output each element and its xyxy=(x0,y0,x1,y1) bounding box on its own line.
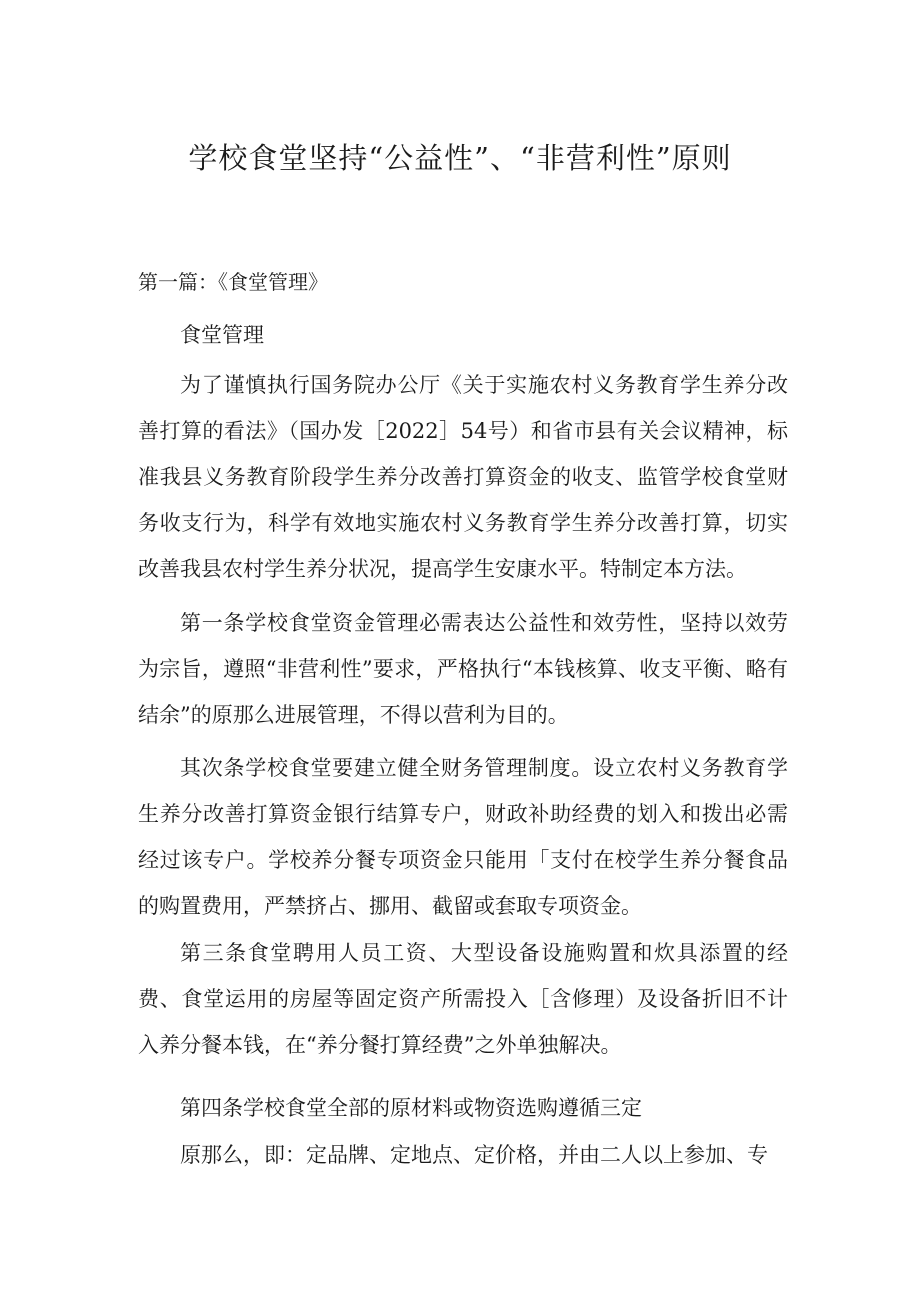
section-heading: 食堂管理 xyxy=(180,323,264,347)
paragraph-article-4-line-2: 原那么，即：定品牌、定地点、定价格，并由二人以上参加、专 xyxy=(180,1143,768,1167)
document-title: 学校食堂坚持“公益性”、“非营利性”原则 xyxy=(188,141,732,175)
paragraph-article-2: 其次条学校食堂要建立健全财务管理制度。设立农村义务教育学生养分改善打算资金银行结算专户，财政补助经费的划入和拨出必需经过该专户。学校养分餐专项资金只能用「支付在校学生养分餐食品的购置费用，严禁挤占、挪用、截留或套取专项资金。 xyxy=(138,756,788,918)
paragraph-article-4-line-1: 第四条学校食堂全部的原材料或物资选购遵循三定 xyxy=(180,1096,642,1120)
paragraph-article-1: 第一条学校食堂资金管理必需表达公益性和效劳性，坚持以效劳为宗旨，遵照“非营利性”要求，严格执行“本钱核算、收支平衡、略有结余”的原那么进展管理，不得以营利为目的。 xyxy=(138,611,788,727)
chapter-heading: 第一篇：《食堂管理》 xyxy=(138,270,328,294)
paragraph-article-3: 第三条食堂聘用人员工资、大型设备设施购置和炊具添置的经费、食堂运用的房屋等固定资产所需投入［含修理）及设备折旧不计入养分餐本钱，在“养分餐打算经费”之外单独解决。 xyxy=(138,941,788,1057)
paragraph-intro: 为了谨慎执行国务院办公厅《关于实施农村义务教育学生养分改善打算的看法》（国办发［2022］54号）和省市县有关会议精神，标准我县义务教育阶段学生养分改善打算资金的收支、监管学校食堂财务收支行为，科学有效地实施农村义务教育学生养分改善打算，切实改善我县农村学生养分状况，提高学生安康水平。特制定本方法。 xyxy=(138,373,788,581)
